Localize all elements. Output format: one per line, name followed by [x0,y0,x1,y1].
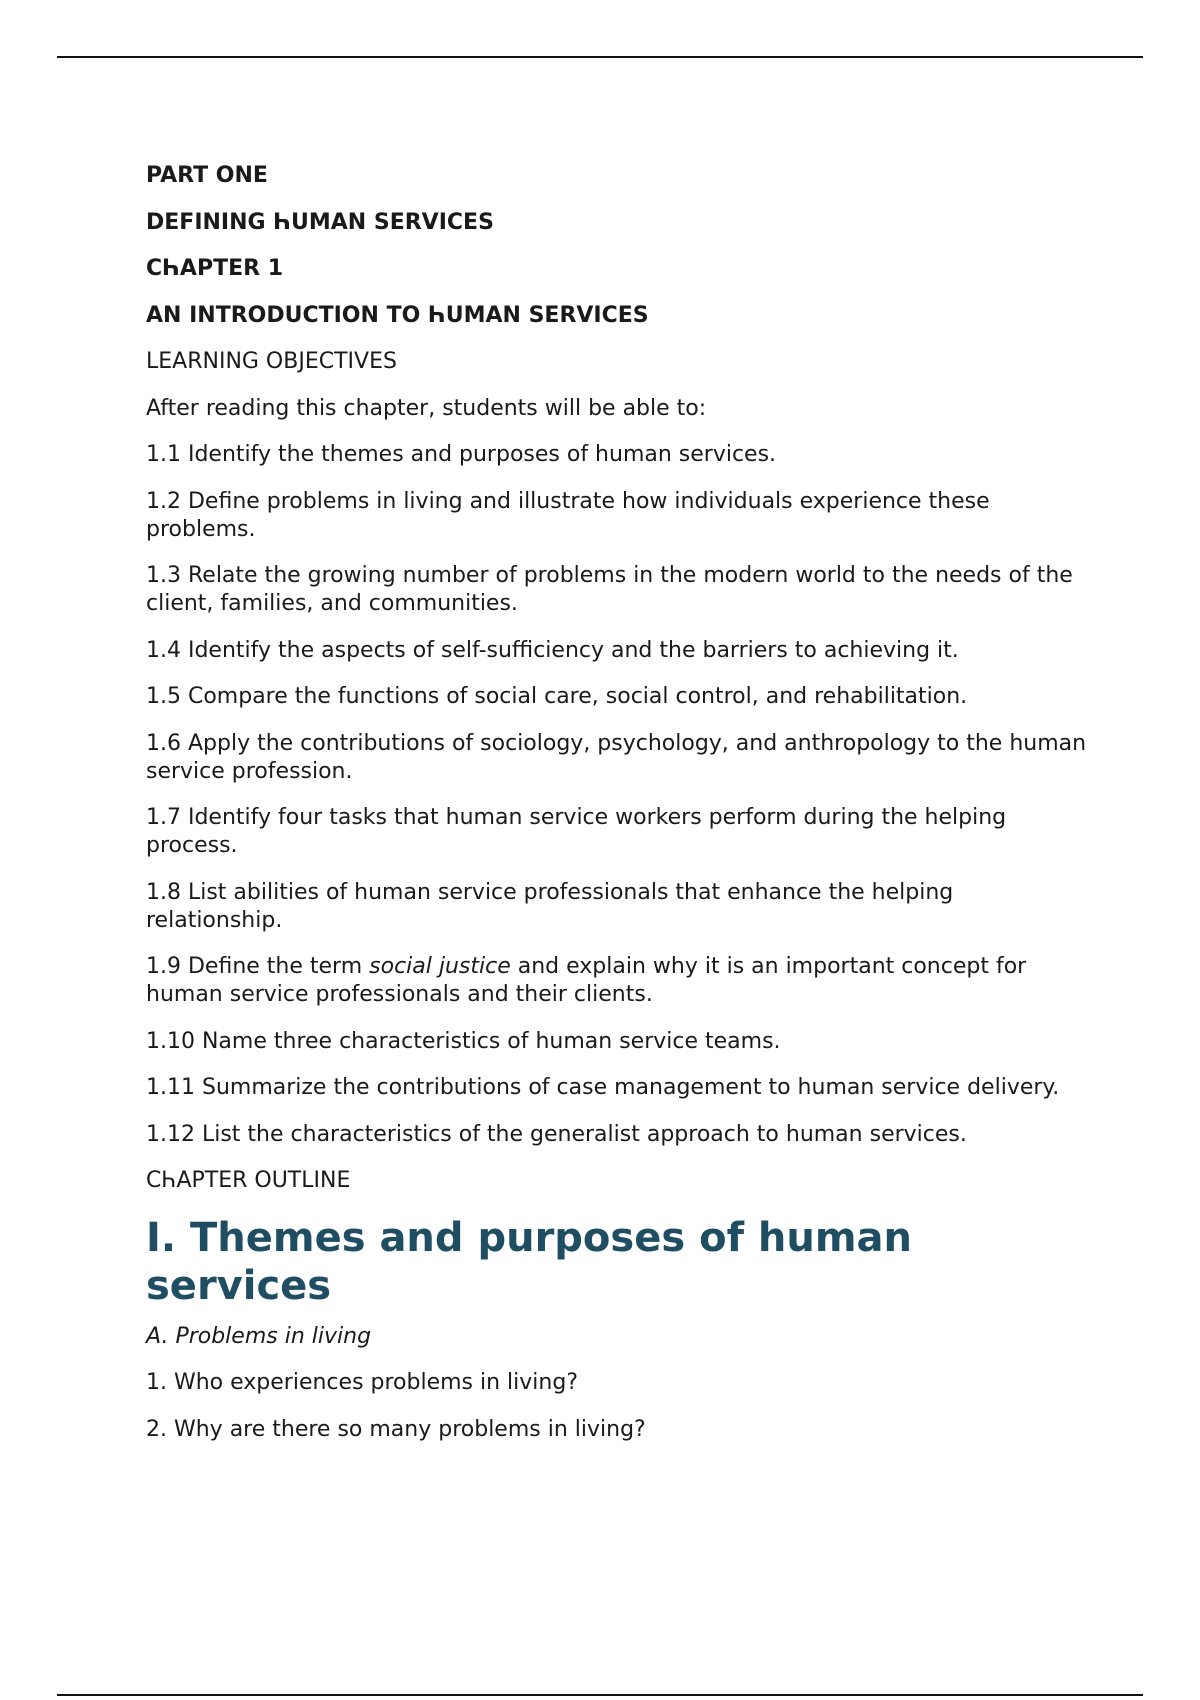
outline-question: 1. Who experiences problems in living? [146,1370,578,1395]
part-title: DEFINING ҺUMAN SERVICES [146,209,494,235]
document-body [146,162,1096,1462]
objective-item: 1.5 Compare the functions of social care, social control, and rehabilitation. [146,684,968,709]
top-rule [57,56,1143,58]
objective-item: 1.8 List abilities of human service professionals that enhance the helping relationship. [146,879,954,933]
objectives-heading: LEARNING OBJECTIVES [146,349,397,374]
objective-item: 1.3 Relate the growing number of problems in the modern world to the needs of the client, families, and communities. [146,563,1073,616]
part-label: PART ONE [146,163,268,188]
objective-text-after: and explain why it is an important concept for human service professionals and their clients. [146,954,1027,1007]
subsection-heading: A. Problems in living [146,1323,372,1349]
outline-question: 2. Why are there so many problems in living? [146,1416,646,1442]
objective-item: 1.10 Name three characteristics of human service teams. [146,1028,781,1054]
objective-item [146,953,1096,1009]
objectives-intro: After reading this chapter, students will be able to: [146,395,707,421]
objective-item: 1.2 Define problems in living and illustrate how individuals experience these problems. [146,488,990,542]
chapter-label: CҺAPTER 1 [146,256,284,281]
objective-text-before: 1.9 Define the term [146,954,370,979]
objective-item: 1.4 Identify the aspects of self-sufficiency and the barriers to achieving it. [146,637,959,663]
objective-item: 1.6 Apply the contributions of sociology, psychology, and anthropology to the human service profession. [146,730,1087,784]
section-heading: I. Themes and purposes of human services [146,1214,912,1309]
objective-term: social justice [369,954,511,979]
objective-item: 1.11 Summarize the contributions of case management to human service delivery. [146,1075,1060,1100]
objective-item: 1.7 Identify four tasks that human service workers perform during the helping process. [146,805,1007,858]
outline-heading: CҺAPTER OUTLINE [146,1168,351,1193]
objective-item: 1.1 Identify the themes and purposes of human services. [146,442,777,467]
bottom-rule [57,1694,1143,1696]
chapter-title: AN INTRODUCTION TO ҺUMAN SERVICES [146,302,649,328]
objective-item: 1.12 List the characteristics of the generalist approach to human services. [146,1121,967,1147]
